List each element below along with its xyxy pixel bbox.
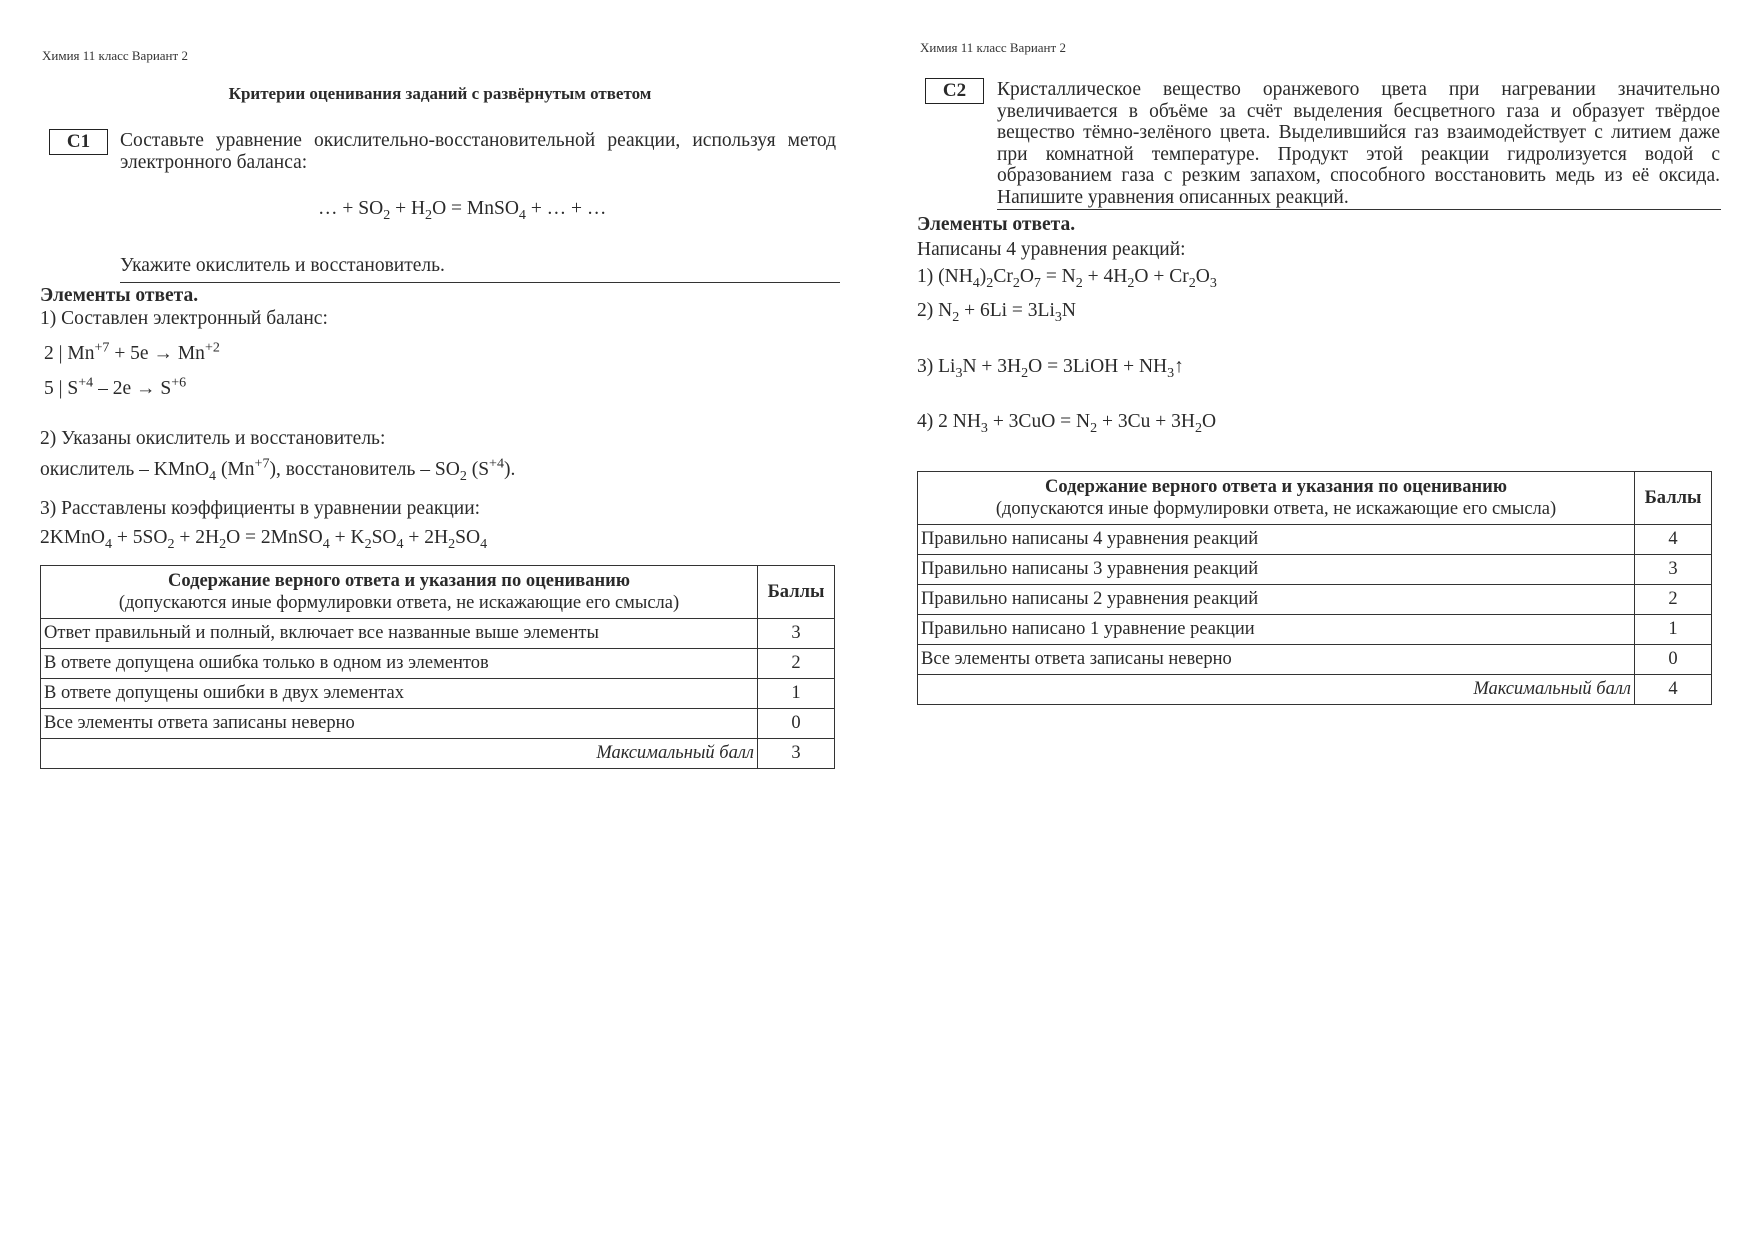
table-row bbox=[918, 585, 1712, 615]
grading-table bbox=[40, 565, 835, 769]
criterion-text: Правильно написаны 2 уравнения реакций bbox=[918, 585, 1635, 615]
divider bbox=[997, 209, 1721, 210]
final-equation: 2KMnO$_4$ + $5SO_2 + 2H_2O$ = 2MnSO$_4$ + $K_2SO_4 + 2H_2SO_4$ bbox=[40, 527, 488, 552]
table-row bbox=[918, 615, 1712, 645]
header-points: Баллы bbox=[758, 566, 835, 619]
reaction-equation-2: 2) $N_2 + 6Li = 3Li_3N$ bbox=[917, 300, 1076, 325]
reaction-equation-3: 3) $Li_3N + 3H_2O$ = 3LiOH + $NH_3↑$ bbox=[917, 356, 1184, 381]
max-score-value: 3 bbox=[758, 739, 835, 769]
criterion-text: Все элементы ответа записаны неверно bbox=[41, 709, 758, 739]
oxidizer-reducer-line: окислитель – KMnO$_4$ $(Mn^{+7})$, восстановитель – $SO_2$ $(S^{+4})$. bbox=[40, 455, 516, 484]
criterion-text: Все элементы ответа записаны неверно bbox=[918, 645, 1635, 675]
max-score-label: Максимальный балл bbox=[918, 675, 1635, 705]
grading-table bbox=[917, 471, 1712, 705]
table-header-content bbox=[41, 566, 758, 619]
task-label-c1: C1 bbox=[49, 129, 108, 155]
criterion-text: В ответе допущена ошибка только в одном из элементов bbox=[41, 649, 758, 679]
header-sub: (допускаются иные формулировки ответа, не искажающие его смысла) bbox=[995, 499, 1557, 519]
max-score-row bbox=[918, 675, 1712, 705]
running-header: Химия 11 класс Вариант 2 bbox=[42, 48, 188, 63]
criterion-text: Правильно написано 1 уравнение реакции bbox=[918, 615, 1635, 645]
criterion-points: 0 bbox=[1635, 645, 1712, 675]
elements-heading: Элементы ответа. bbox=[917, 214, 1076, 235]
page-title: Критерии оценивания заданий с развёрнутым ответом bbox=[228, 84, 652, 103]
table-header-content bbox=[918, 472, 1635, 525]
header-sub: (допускаются иные формулировки ответа, не искажающие его смысла) bbox=[118, 593, 680, 613]
header-points: Баллы bbox=[1635, 472, 1712, 525]
criterion-points: 2 bbox=[1635, 585, 1712, 615]
table-row bbox=[918, 525, 1712, 555]
answer-item-2: 2) Указаны окислитель и восстановитель: bbox=[40, 428, 386, 449]
task-instruction: Укажите окислитель и восстановитель. bbox=[120, 255, 445, 276]
reaction-equation-4: 4) 2 $NH_3 + 3CuO = N_2 + 3Cu + 3H_2O$ bbox=[917, 411, 1217, 436]
electron-balance-line: 2 | $Mn^{+7} + 5e \to Mn^{+2}$ bbox=[44, 339, 220, 364]
criterion-points: 3 bbox=[758, 619, 835, 649]
criterion-text: Ответ правильный и полный, включает все названные выше элементы bbox=[41, 619, 758, 649]
task-statement: Составьте уравнение окислительно-восстановительной реакции, используя метод электронного баланса: bbox=[120, 130, 836, 173]
table-row bbox=[918, 645, 1712, 675]
table-header-row bbox=[918, 472, 1712, 525]
criterion-points: 3 bbox=[1635, 555, 1712, 585]
criterion-points: 1 bbox=[1635, 615, 1712, 645]
criterion-text: Правильно написаны 3 уравнения реакций bbox=[918, 555, 1635, 585]
criterion-text: Правильно написаны 4 уравнения реакций bbox=[918, 525, 1635, 555]
max-score-row bbox=[41, 739, 835, 769]
answer-item-3: 3) Расставлены коэффициенты в уравнении реакции: bbox=[40, 498, 481, 519]
criterion-points: 0 bbox=[758, 709, 835, 739]
divider bbox=[120, 282, 840, 283]
electron-balance-line: 5 | $S^{+4} - 2e \to S^{+6}$ bbox=[44, 374, 187, 399]
table-row bbox=[41, 679, 835, 709]
elements-heading: Элементы ответа. bbox=[40, 285, 199, 306]
reaction-scheme: … + $SO_2 + H_2O$ = MnSO$_4$ + … + … bbox=[318, 198, 607, 223]
running-header: Химия 11 класс Вариант 2 bbox=[920, 40, 1066, 55]
table-row bbox=[41, 619, 835, 649]
answer-intro: Написаны 4 уравнения реакций: bbox=[917, 239, 1186, 260]
table-row bbox=[918, 555, 1712, 585]
header-main: Содержание верного ответа и указания по оцениванию bbox=[1045, 477, 1507, 497]
max-score-label: Максимальный балл bbox=[41, 739, 758, 769]
table-row bbox=[41, 649, 835, 679]
criterion-text: В ответе допущены ошибки в двух элементах bbox=[41, 679, 758, 709]
max-score-value: 4 bbox=[1635, 675, 1712, 705]
criterion-points: 1 bbox=[758, 679, 835, 709]
table-header-row bbox=[41, 566, 835, 619]
task-statement: Кристаллическое вещество оранжевого цвета при нагревании значительно увеличивается в объёме за счёт выделения бесцветного газа и образует твёрдое вещество тёмно-зелёного цвета. Выделившийся газ взаимодействует с литием даже при комнатной температуре. Продукт этой реакции гидролизуется водой с образованием газа с резким запахом, способного восстановить медь из её оксида. Напишите уравнения описанных реакций. bbox=[997, 79, 1720, 208]
reaction-equation-1: 1) $(NH_4)_2Cr_2O_7 = N_2 + 4H_2O + Cr_2O_3$ bbox=[917, 266, 1217, 291]
header-main: Содержание верного ответа и указания по оцениванию bbox=[168, 571, 630, 591]
answer-item-1: 1) Составлен электронный баланс: bbox=[40, 308, 328, 329]
criterion-points: 2 bbox=[758, 649, 835, 679]
table-row bbox=[41, 709, 835, 739]
criterion-points: 4 bbox=[1635, 525, 1712, 555]
task-label-c2: C2 bbox=[925, 78, 984, 104]
